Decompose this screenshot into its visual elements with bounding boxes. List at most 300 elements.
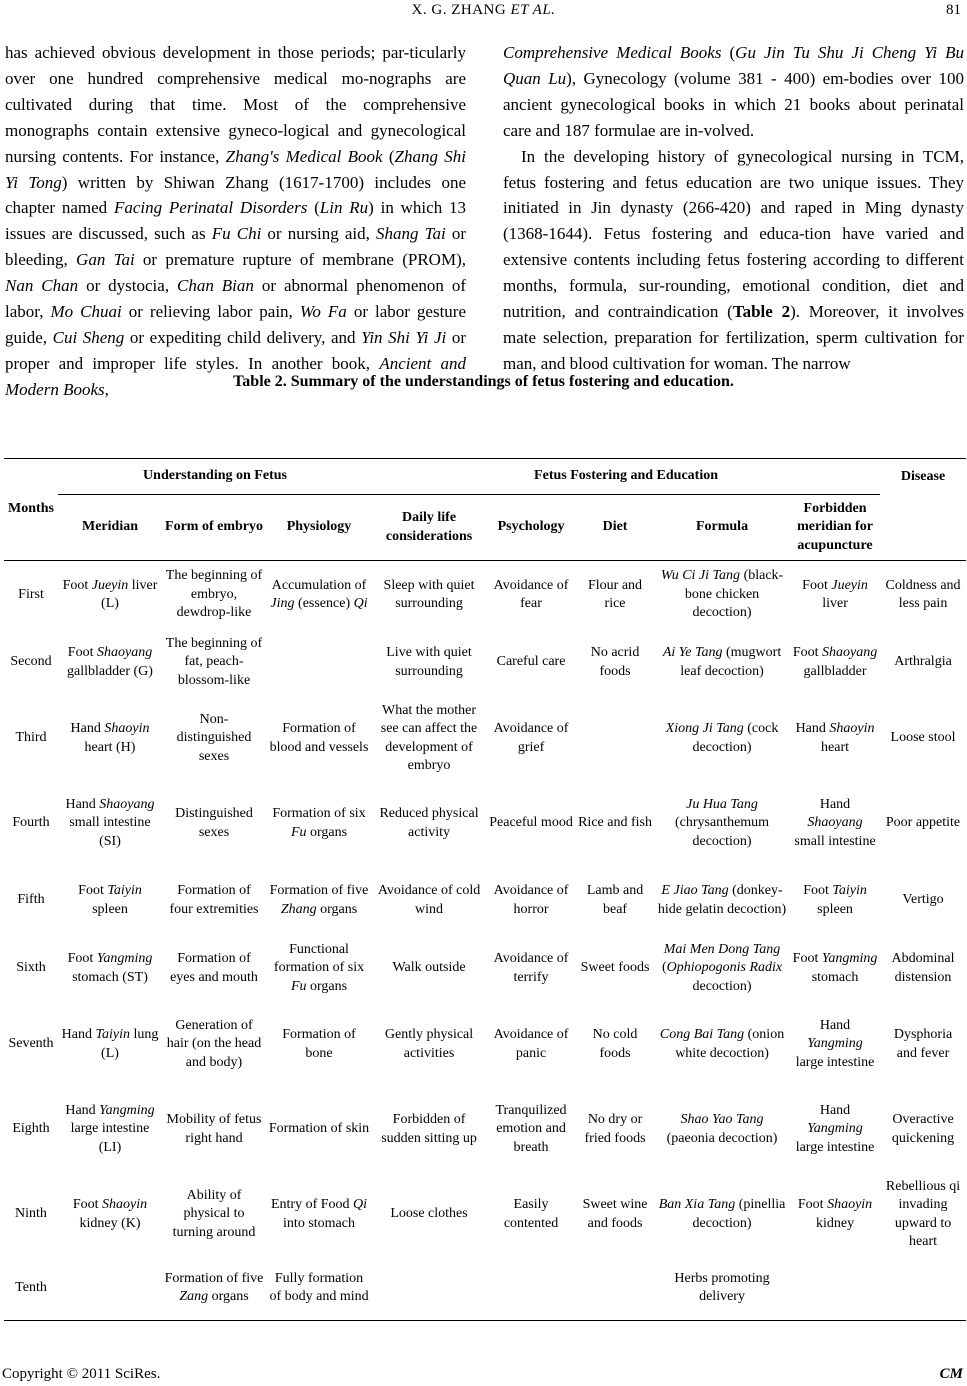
form-cell (162, 629, 266, 697)
text-run: Avoidance of terrify (493, 951, 569, 985)
text-run: Wu Ci Ji Tang (660, 568, 741, 584)
meridian-cell (58, 1257, 162, 1321)
text-run: (mugwort leaf decoction) (680, 645, 782, 679)
text-run: Jueyin (91, 577, 129, 593)
disease-cell (880, 697, 966, 781)
text-run: large intestine (795, 1054, 875, 1070)
text-run: Formation of six (272, 806, 366, 822)
disease-cell (880, 935, 966, 1003)
text-run: Yangming (807, 1121, 863, 1137)
text-run: Formation of skin (268, 1121, 370, 1137)
psychology-cell (486, 561, 576, 629)
text-run: Gently physical activities (384, 1027, 474, 1061)
text-run: Vertigo (902, 892, 944, 908)
text-run: Yangming (821, 951, 878, 967)
text-run: Foot (62, 577, 92, 593)
text-run: or abnormal phenomenon of labor, (5, 276, 466, 322)
text-run: Taiyin (107, 883, 142, 899)
daily-cell (372, 629, 486, 697)
text-run: Hand (795, 721, 830, 737)
table-row (4, 629, 966, 697)
text-run: Foot (72, 1197, 103, 1213)
text-run: Tranquilized emotion and breath (495, 1103, 567, 1155)
daily-cell (372, 1087, 486, 1173)
column-header: Forbidden meridian for acupuncture (790, 495, 880, 561)
diet-cell (576, 935, 654, 1003)
psychology-cell (486, 1173, 576, 1257)
text-run: Ophiopogonis Radix (666, 960, 783, 976)
text-run: Functional formation of six (273, 942, 365, 976)
text-run: Hand (61, 1027, 96, 1043)
text-run: or premature rupture of membrane (PROM), (134, 250, 466, 270)
text-run: Foot (67, 645, 97, 661)
month-cell: Second (10, 654, 52, 670)
table-row (4, 781, 966, 867)
text-run: Non-distinguished sexes (176, 712, 252, 764)
text-run: Avoidance of fear (493, 577, 569, 611)
text-run: kidney (K) (79, 1215, 141, 1231)
disease-cell (880, 629, 966, 697)
text-run: liver (L) (101, 577, 158, 611)
text-run: Flour and rice (588, 577, 643, 611)
text-run: Yin Shi Yi Ji (361, 327, 447, 347)
disease-cell (880, 1257, 966, 1321)
text-run: Distinguished sexes (175, 806, 253, 840)
right-paragraph-2 (503, 144, 964, 377)
physiology-cell (266, 629, 372, 697)
text-run: Qi (353, 595, 368, 611)
month-cell: Fifth (17, 892, 45, 908)
text-run: (pinellia decoction) (692, 1197, 786, 1231)
text-run: Fu Chi (211, 224, 262, 244)
text-run: Formation of blood and vessels (269, 721, 369, 755)
meridian-cell (58, 697, 162, 781)
text-run: Shaoyin (829, 721, 875, 737)
text-run: Sweet foods (580, 960, 650, 976)
text-run: Hand (70, 721, 105, 737)
meridian-cell (58, 1087, 162, 1173)
text-run: Coldness and less pain (885, 577, 961, 611)
text-run: lung (L) (101, 1027, 159, 1061)
psychology-cell (486, 781, 576, 867)
forbidden-cell (790, 1173, 880, 1257)
text-run: Fu (290, 824, 307, 840)
diet-cell (576, 1173, 654, 1257)
text-run: Foot (797, 1197, 828, 1213)
text-run: Hand (819, 1018, 851, 1034)
text-run: Overactive quickening (891, 1112, 955, 1146)
text-run: What the mother see can affect the development of embryo (380, 703, 478, 773)
text-run: Xiong Ji Tang (665, 721, 744, 737)
meridian-cell (58, 867, 162, 935)
disease-cell (880, 1087, 966, 1173)
diet-cell (576, 1257, 654, 1321)
meridian-cell (58, 1173, 162, 1257)
text-run: Yangming (96, 951, 153, 967)
daily-cell (372, 697, 486, 781)
text-run: Hand (819, 1103, 851, 1119)
text-run: Qi (353, 1197, 368, 1213)
daily-cell (372, 1003, 486, 1087)
authors-name: X. G. ZHANG (411, 2, 507, 18)
disease-cell (880, 781, 966, 867)
diet-cell (576, 867, 654, 935)
form-cell (162, 1173, 266, 1257)
table-row (4, 1173, 966, 1257)
text-run: Accumulation of (271, 577, 367, 593)
physiology-cell (266, 781, 372, 867)
text-run: Taiyin (832, 883, 867, 899)
diet-cell (576, 697, 654, 781)
month-cell: Ninth (15, 1206, 47, 1222)
formula-cell (654, 1003, 790, 1087)
text-run: Live with quiet surrounding (386, 645, 472, 679)
text-run: Walk outside (392, 960, 466, 976)
text-run: Avoidance of horror (493, 883, 569, 917)
table-row (4, 935, 966, 1003)
text-run: Dysphoria and fever (893, 1027, 953, 1061)
text-run: Reduced physical activity (379, 806, 479, 840)
text-run: Shang Tai (375, 224, 446, 244)
formula-cell (654, 561, 790, 629)
text-run: Avoidance of grief (493, 721, 569, 755)
forbidden-cell (790, 935, 880, 1003)
page-header (0, 0, 967, 24)
text-run: Cui Sheng (52, 327, 125, 347)
text-run: Hand (65, 797, 100, 813)
text-run: Sleep with quiet surrounding (383, 577, 475, 611)
text-run: Yangming (807, 1036, 863, 1052)
text-run: Formation of eyes and mouth (170, 951, 258, 985)
text-run: Zhang Shi Yi Tong (5, 146, 466, 192)
text-run: (chrysanthemum decoction) (674, 815, 770, 849)
text-run: Ju Hua Tang (686, 797, 758, 813)
table-row (4, 1003, 966, 1087)
text-run: Mo Chuai (50, 302, 122, 322)
copyright-text: Copyright © 2011 SciRes. (2, 1366, 161, 1382)
disease-cell (880, 561, 966, 629)
forbidden-cell (790, 1257, 880, 1321)
forbidden-cell (790, 561, 880, 629)
left-column (5, 40, 466, 403)
table-row (4, 867, 966, 935)
text-run: heart (H) (84, 739, 136, 755)
text-run: Mobility of fetus right hand (166, 1112, 262, 1146)
text-run: into stomach (283, 1215, 355, 1231)
text-run: Fu (290, 978, 307, 994)
text-run: Peaceful mood (489, 815, 573, 831)
text-run: organs (208, 1289, 249, 1305)
months-header: Months (4, 459, 58, 561)
forbidden-cell (790, 697, 880, 781)
text-run: Zang (179, 1289, 209, 1305)
text-run: The beginning of embryo, dewdrop-like (165, 568, 263, 620)
text-run: has achieved obvious development in those periods; par-ticularly over one hundred comprehensive medical mo-nographs are cultivated during that time. Most of the comprehensive monographs contain extensive gyneco-logical and gynecological nursing contents. For instance, (5, 43, 466, 166)
text-run: or nursing aid, (261, 224, 376, 244)
text-run: or dystocia, (78, 276, 178, 296)
text-run: (donkey-hide gelatin decoction) (657, 883, 787, 917)
physiology-cell (266, 935, 372, 1003)
forbidden-cell (790, 1087, 880, 1173)
column-header: Formula (654, 495, 790, 561)
month-cell: Eighth (12, 1121, 50, 1137)
month-cell: Third (15, 730, 47, 746)
text-run: small intestine (794, 833, 876, 849)
text-run: The beginning of fat, peach-blossom-like (165, 636, 263, 688)
psychology-cell (486, 697, 576, 781)
table-row (4, 697, 966, 781)
text-run: Shaoyin (827, 1197, 873, 1213)
formula-cell (654, 629, 790, 697)
column-header: Diet (576, 495, 654, 561)
text-run: , (104, 379, 109, 399)
page-number: 81 (946, 2, 961, 18)
form-cell (162, 561, 266, 629)
meridian-cell (58, 1003, 162, 1087)
text-run: Ancient and Modern Books (5, 353, 466, 399)
month-cell: Seventh (8, 1036, 54, 1052)
diet-cell (576, 629, 654, 697)
understanding-header: Understanding on Fetus (58, 459, 372, 495)
month-cell: Fourth (12, 815, 50, 831)
text-run: Gu Jin Tu Shu Ji Cheng Yi Bu Quan Lu (503, 43, 964, 88)
formula-cell (654, 697, 790, 781)
text-run: Formation of five (164, 1271, 264, 1287)
text-run: Table 2 (732, 302, 791, 322)
formula-cell (654, 1173, 790, 1257)
text-run: (paeonia decoction) (666, 1130, 778, 1146)
text-run: ) written by Shiwan Zhang (1617-1700) includes one chapter named (5, 172, 466, 218)
text-run: (black-bone chicken decoction) (684, 568, 784, 620)
text-run: Abdominal distension (891, 951, 955, 985)
text-run: Herbs promoting delivery (674, 1271, 770, 1305)
right-column (503, 40, 964, 377)
text-run: ) in which 13 issues are discussed, such as (5, 198, 466, 244)
text-run: spleen (817, 901, 853, 917)
table-row (4, 561, 966, 629)
disease-header: Disease (880, 459, 966, 495)
text-run: Easily contented (503, 1197, 559, 1231)
text-run: Taiyin (95, 1027, 130, 1043)
text-run: E Jiao Tang (661, 883, 729, 899)
forbidden-cell (790, 1003, 880, 1087)
text-run: stomach (ST) (72, 969, 148, 985)
fetus-table (4, 458, 966, 1321)
text-run: organs (306, 978, 348, 994)
text-run: Foot (802, 577, 832, 593)
text-run: Avoidance of cold wind (377, 883, 481, 917)
text-run: Shaoyin (102, 1197, 148, 1213)
disease-header-spacer (880, 495, 966, 561)
text-run: No cold foods (592, 1027, 638, 1061)
month-cell: Tenth (4, 1257, 58, 1321)
text-run: Arthralgia (894, 654, 952, 670)
formula-cell (654, 1257, 790, 1321)
text-run: Foot (792, 645, 823, 661)
text-run: Ban Xia Tang (658, 1197, 736, 1213)
text-run: Forbidden of sudden sitting up (381, 1112, 477, 1146)
column-header: Meridian (58, 495, 162, 561)
psychology-cell (486, 1003, 576, 1087)
text-run: Foot (78, 883, 108, 899)
text-run: Hand (819, 797, 851, 813)
text-run: Rice and fish (578, 815, 652, 831)
text-run: Chan Bian (177, 276, 254, 296)
text-run: Generation of hair (on the head and body) (166, 1018, 262, 1070)
physiology-cell (266, 1173, 372, 1257)
journal-abbrev: CM (939, 1366, 963, 1382)
disease-cell (880, 867, 966, 935)
text-run: Lin Ru (319, 198, 369, 218)
diet-cell (576, 781, 654, 867)
text-run: Avoidance of panic (493, 1027, 569, 1061)
meridian-cell (58, 935, 162, 1003)
meridian-cell (58, 629, 162, 697)
text-run: Sweet wine and foods (582, 1197, 648, 1231)
text-run: organs (316, 901, 358, 917)
text-run: or relieving labor pain, (121, 302, 300, 322)
psychology-cell (486, 935, 576, 1003)
form-cell (162, 867, 266, 935)
text-run: Zhang (280, 901, 317, 917)
daily-cell (372, 935, 486, 1003)
text-run: Poor appetite (885, 815, 961, 831)
text-run: Formation of four extremities (169, 883, 259, 917)
text-run: Nan Chan (5, 276, 79, 296)
physiology-cell (266, 1003, 372, 1087)
text-run: ), Gynecology (volume 381 - 400) em-bodies over 100 ancient gynecological books in which 21 books about perinatal care and 187 formulae are in-volved. (503, 68, 965, 140)
text-run: No acrid foods (590, 645, 640, 679)
text-run: Shaoyang (807, 815, 863, 831)
form-cell (162, 781, 266, 867)
diet-cell (576, 1087, 654, 1173)
text-run: Formation of bone (282, 1027, 356, 1061)
meridian-cell (58, 561, 162, 629)
form-cell (162, 935, 266, 1003)
text-run: Wo Fa (299, 302, 347, 322)
text-run: Jueyin (831, 577, 868, 593)
text-run: Foot (67, 951, 97, 967)
text-run: ( (307, 198, 320, 218)
psychology-cell (486, 629, 576, 697)
text-run: Lamb and beaf (586, 883, 644, 917)
table-caption: Table 2. Summary of the understandings of fetus fostering and education. (233, 373, 734, 390)
text-run: (onion white decoction) (675, 1027, 785, 1061)
physiology-cell (266, 1087, 372, 1173)
form-cell (162, 1003, 266, 1087)
physiology-cell (266, 867, 372, 935)
text-run: Jing (270, 595, 295, 611)
page-footer (0, 1366, 967, 1386)
text-run: Entry of Food (270, 1197, 354, 1213)
text-run: stomach (811, 969, 859, 985)
psychology-cell (486, 1087, 576, 1173)
text-run: organs (306, 824, 348, 840)
column-header: Daily life considerations (372, 495, 486, 561)
text-run: Cong Bai Tang (659, 1027, 745, 1043)
fostering-header: Fetus Fostering and Education (372, 459, 880, 495)
month-cell: Sixth (16, 960, 46, 976)
text-run: or bleeding, (5, 224, 467, 270)
physiology-cell (266, 1257, 372, 1321)
daily-cell (372, 1257, 486, 1321)
forbidden-cell (790, 629, 880, 697)
disease-cell (880, 1173, 966, 1257)
psychology-cell (486, 867, 576, 935)
text-run: Foot (792, 951, 822, 967)
text-run: decoction) (692, 978, 752, 994)
text-run: Mai Men Dong Tang (663, 942, 781, 958)
form-cell (162, 1257, 266, 1321)
text-run: (essence) (294, 595, 354, 611)
text-run: No dry or fried foods (584, 1112, 646, 1146)
text-run: ( (382, 146, 395, 166)
disease-cell (880, 1003, 966, 1087)
text-run: heart (821, 739, 850, 755)
meridian-cell (58, 781, 162, 867)
month-cell: First (18, 586, 44, 602)
text-run: Zhang's Medical Book (225, 146, 383, 166)
text-run: gallbladder (G) (67, 663, 153, 679)
text-run: large intestine (LI) (70, 1121, 150, 1155)
text-run: Ability of physical to turning around (172, 1188, 256, 1240)
daily-cell (372, 1173, 486, 1257)
text-run: Formation of five (269, 883, 369, 899)
text-run: Shaoyang (99, 797, 155, 813)
text-run: Shao Yao Tang (680, 1112, 764, 1128)
physiology-cell (266, 561, 372, 629)
text-run: liver (822, 595, 848, 611)
running-head-authors (0, 2, 967, 19)
right-paragraph-1 (503, 40, 964, 144)
text-run: spleen (92, 901, 128, 917)
formula-cell (654, 1087, 790, 1173)
text-run: Shaoyang (822, 645, 878, 661)
text-run: Foot (803, 883, 833, 899)
text-run: Loose stool (890, 730, 956, 746)
text-run: Facing Perinatal Disorders (113, 198, 308, 218)
table-container (4, 458, 964, 1321)
text-run: Shaoyang (96, 645, 153, 661)
text-run: In the developing history of gynecological nursing in TCM, fetus fostering and fetus education are two unique issues. They initiated in Jin dynasty (266-420) and raped in Ming dynasty (1368-1644). Fetus fostering and educa-tion have varied and extensive contents including fetus fostering according to different months, formula, sur-rounding, emotional condition, diet and nutrition, and contraindication ( (503, 146, 964, 322)
text-run: ). Moreover, it involves mate selection, preparation for fertilization, sperm cultivation for man, and blood cultivation for woman. The narrow (503, 302, 964, 373)
text-run: Fully formation of body and mind (269, 1271, 369, 1305)
table-row (4, 1257, 966, 1321)
text-run: small intestine (SI) (69, 815, 151, 849)
text-run: Comprehensive Medical Books (503, 43, 722, 62)
column-header: Form of embryo (162, 495, 266, 561)
table-row (4, 1087, 966, 1173)
form-cell (162, 1087, 266, 1173)
text-run: Gan Tai (76, 250, 135, 270)
formula-cell (654, 781, 790, 867)
authors-etal: ET AL. (510, 2, 556, 18)
diet-cell (576, 1003, 654, 1087)
psychology-cell (486, 1257, 576, 1321)
text-run: kidney (815, 1215, 855, 1231)
physiology-cell (266, 697, 372, 781)
diet-cell (576, 561, 654, 629)
daily-cell (372, 561, 486, 629)
column-header: Physiology (266, 495, 372, 561)
daily-cell (372, 867, 486, 935)
text-run: large intestine (795, 1139, 875, 1155)
text-run: Ai Ye Tang (662, 645, 723, 661)
text-run: Rebellious qi invading upward to heart (885, 1179, 961, 1249)
text-run: ( (661, 960, 667, 976)
text-run: Hand (65, 1103, 100, 1119)
text-run: or expediting child delivery, and (124, 327, 362, 347)
